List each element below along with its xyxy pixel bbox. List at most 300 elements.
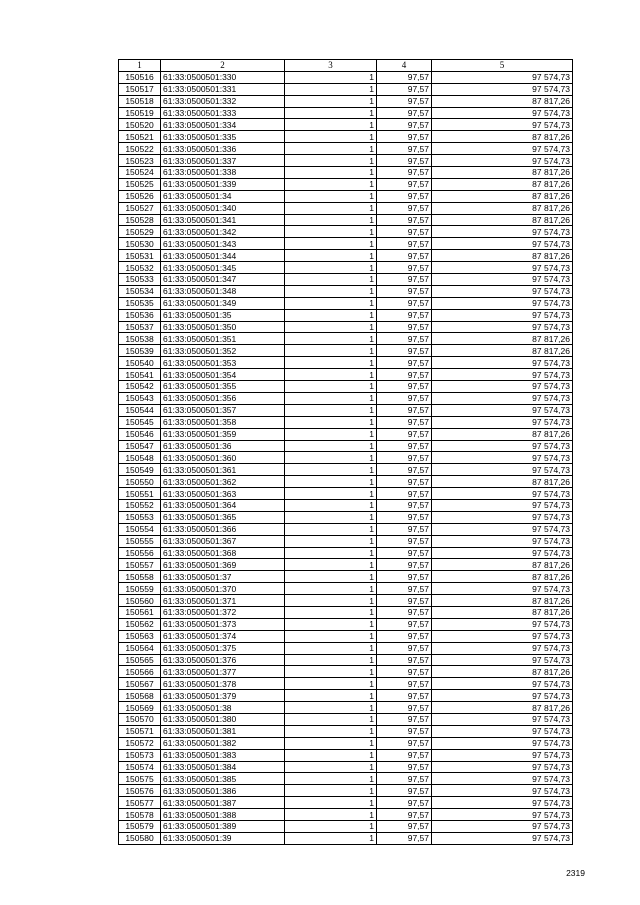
area-cell: 97,57 <box>377 404 432 416</box>
table-row <box>119 285 573 297</box>
cadastral-number-cell: 61:33:0500501:373 <box>161 618 285 630</box>
value-cell: 97 574,73 <box>432 797 573 809</box>
area-cell: 97,57 <box>377 583 432 595</box>
table-row <box>119 321 573 333</box>
area-cell: 97,57 <box>377 202 432 214</box>
quantity-cell: 1 <box>285 452 377 464</box>
area-cell: 97,57 <box>377 83 432 95</box>
area-cell: 97,57 <box>377 476 432 488</box>
cadastral-number-cell: 61:33:0500501:347 <box>161 274 285 286</box>
page-number: 2319 <box>566 868 585 878</box>
quantity-cell: 1 <box>285 190 377 202</box>
cadastral-number-cell: 61:33:0500501:382 <box>161 737 285 749</box>
quantity-cell: 1 <box>285 678 377 690</box>
cadastral-number-cell: 61:33:0500501:350 <box>161 321 285 333</box>
value-cell: 87 817,26 <box>432 606 573 618</box>
cadastral-number-cell: 61:33:0500501:387 <box>161 797 285 809</box>
column-header-3: 3 <box>285 60 377 72</box>
row-number-cell: 150556 <box>119 547 161 559</box>
row-number-cell: 150558 <box>119 571 161 583</box>
quantity-cell: 1 <box>285 309 377 321</box>
quantity-cell: 1 <box>285 595 377 607</box>
table-row <box>119 476 573 488</box>
table-row <box>119 499 573 511</box>
table-row <box>119 583 573 595</box>
value-cell: 97 574,73 <box>432 654 573 666</box>
row-number-cell: 150546 <box>119 428 161 440</box>
row-number-cell: 150574 <box>119 761 161 773</box>
value-cell: 97 574,73 <box>432 369 573 381</box>
cadastral-number-cell: 61:33:0500501:330 <box>161 71 285 83</box>
area-cell: 97,57 <box>377 737 432 749</box>
table-row <box>119 535 573 547</box>
quantity-cell: 1 <box>285 178 377 190</box>
cadastral-number-cell: 61:33:0500501:349 <box>161 297 285 309</box>
value-cell: 97 574,73 <box>432 761 573 773</box>
cadastral-number-cell: 61:33:0500501:348 <box>161 285 285 297</box>
row-number-cell: 150521 <box>119 131 161 143</box>
quantity-cell: 1 <box>285 821 377 833</box>
cadastral-number-cell: 61:33:0500501:376 <box>161 654 285 666</box>
row-number-cell: 150547 <box>119 440 161 452</box>
quantity-cell: 1 <box>285 618 377 630</box>
row-number-cell: 150570 <box>119 713 161 725</box>
quantity-cell: 1 <box>285 832 377 844</box>
row-number-cell: 150575 <box>119 773 161 785</box>
quantity-cell: 1 <box>285 214 377 226</box>
cadastral-number-cell: 61:33:0500501:331 <box>161 83 285 95</box>
row-number-cell: 150543 <box>119 392 161 404</box>
area-cell: 97,57 <box>377 464 432 476</box>
table-row <box>119 821 573 833</box>
row-number-cell: 150563 <box>119 630 161 642</box>
quantity-cell: 1 <box>285 523 377 535</box>
table-row <box>119 381 573 393</box>
row-number-cell: 150540 <box>119 357 161 369</box>
row-number-cell: 150531 <box>119 250 161 262</box>
table-row <box>119 832 573 844</box>
value-cell: 97 574,73 <box>432 357 573 369</box>
row-number-cell: 150526 <box>119 190 161 202</box>
row-number-cell: 150529 <box>119 226 161 238</box>
area-cell: 97,57 <box>377 642 432 654</box>
value-cell: 97 574,73 <box>432 392 573 404</box>
row-number-cell: 150517 <box>119 83 161 95</box>
quantity-cell: 1 <box>285 535 377 547</box>
quantity-cell: 1 <box>285 71 377 83</box>
table-row <box>119 333 573 345</box>
row-number-cell: 150539 <box>119 345 161 357</box>
quantity-cell: 1 <box>285 95 377 107</box>
quantity-cell: 1 <box>285 785 377 797</box>
table-row <box>119 131 573 143</box>
area-cell: 97,57 <box>377 369 432 381</box>
cadastral-number-cell: 61:33:0500501:384 <box>161 761 285 773</box>
row-number-cell: 150573 <box>119 749 161 761</box>
quantity-cell: 1 <box>285 226 377 238</box>
table-row <box>119 107 573 119</box>
table-row <box>119 250 573 262</box>
row-number-cell: 150537 <box>119 321 161 333</box>
quantity-cell: 1 <box>285 440 377 452</box>
quantity-cell: 1 <box>285 725 377 737</box>
quantity-cell: 1 <box>285 119 377 131</box>
area-cell: 97,57 <box>377 821 432 833</box>
cadastral-number-cell: 61:33:0500501:365 <box>161 511 285 523</box>
table-row <box>119 511 573 523</box>
value-cell: 97 574,73 <box>432 713 573 725</box>
value-cell: 97 574,73 <box>432 832 573 844</box>
value-cell: 97 574,73 <box>432 297 573 309</box>
row-number-cell: 150564 <box>119 642 161 654</box>
quantity-cell: 1 <box>285 713 377 725</box>
row-number-cell: 150548 <box>119 452 161 464</box>
cadastral-number-cell: 61:33:0500501:379 <box>161 690 285 702</box>
table-row <box>119 143 573 155</box>
cadastral-number-cell: 61:33:0500501:343 <box>161 238 285 250</box>
value-cell: 97 574,73 <box>432 773 573 785</box>
table-row <box>119 678 573 690</box>
column-header-1: 1 <box>119 60 161 72</box>
row-number-cell: 150534 <box>119 285 161 297</box>
table-row <box>119 749 573 761</box>
table-row <box>119 547 573 559</box>
quantity-cell: 1 <box>285 404 377 416</box>
row-number-cell: 150519 <box>119 107 161 119</box>
area-cell: 97,57 <box>377 797 432 809</box>
value-cell: 87 817,26 <box>432 428 573 440</box>
table-row <box>119 559 573 571</box>
table-row <box>119 274 573 286</box>
value-cell: 97 574,73 <box>432 499 573 511</box>
row-number-cell: 150555 <box>119 535 161 547</box>
value-cell: 87 817,26 <box>432 345 573 357</box>
row-number-cell: 150572 <box>119 737 161 749</box>
cadastral-number-cell: 61:33:0500501:351 <box>161 333 285 345</box>
row-number-cell: 150560 <box>119 595 161 607</box>
table-row <box>119 167 573 179</box>
value-cell: 97 574,73 <box>432 285 573 297</box>
row-number-cell: 150580 <box>119 832 161 844</box>
row-number-cell: 150567 <box>119 678 161 690</box>
row-number-cell: 150552 <box>119 499 161 511</box>
table-row <box>119 202 573 214</box>
table-row <box>119 595 573 607</box>
table-row <box>119 178 573 190</box>
area-cell: 97,57 <box>377 190 432 202</box>
table-row <box>119 155 573 167</box>
area-cell: 97,57 <box>377 666 432 678</box>
quantity-cell: 1 <box>285 274 377 286</box>
value-cell: 87 817,26 <box>432 178 573 190</box>
quantity-cell: 1 <box>285 357 377 369</box>
cadastral-number-cell: 61:33:0500501:333 <box>161 107 285 119</box>
value-cell: 97 574,73 <box>432 404 573 416</box>
table-row <box>119 440 573 452</box>
area-cell: 97,57 <box>377 725 432 737</box>
table-row <box>119 785 573 797</box>
column-header-2: 2 <box>161 60 285 72</box>
quantity-cell: 1 <box>285 583 377 595</box>
cadastral-number-cell: 61:33:0500501:366 <box>161 523 285 535</box>
table-row <box>119 238 573 250</box>
row-number-cell: 150544 <box>119 404 161 416</box>
table-row <box>119 773 573 785</box>
area-cell: 97,57 <box>377 178 432 190</box>
quantity-cell: 1 <box>285 250 377 262</box>
area-cell: 97,57 <box>377 381 432 393</box>
area-cell: 97,57 <box>377 321 432 333</box>
value-cell: 97 574,73 <box>432 642 573 654</box>
cadastral-number-cell: 61:33:0500501:337 <box>161 155 285 167</box>
area-cell: 97,57 <box>377 392 432 404</box>
table-row <box>119 416 573 428</box>
value-cell: 97 574,73 <box>432 416 573 428</box>
row-number-cell: 150533 <box>119 274 161 286</box>
cadastral-number-cell: 61:33:0500501:370 <box>161 583 285 595</box>
row-number-cell: 150530 <box>119 238 161 250</box>
row-number-cell: 150566 <box>119 666 161 678</box>
area-cell: 97,57 <box>377 95 432 107</box>
area-cell: 97,57 <box>377 226 432 238</box>
quantity-cell: 1 <box>285 559 377 571</box>
cadastral-number-cell: 61:33:0500501:361 <box>161 464 285 476</box>
cadastral-number-cell: 61:33:0500501:386 <box>161 785 285 797</box>
quantity-cell: 1 <box>285 333 377 345</box>
table-row <box>119 523 573 535</box>
value-cell: 97 574,73 <box>432 749 573 761</box>
quantity-cell: 1 <box>285 702 377 714</box>
row-number-cell: 150578 <box>119 809 161 821</box>
value-cell: 97 574,73 <box>432 309 573 321</box>
quantity-cell: 1 <box>285 571 377 583</box>
table-row <box>119 392 573 404</box>
value-cell: 97 574,73 <box>432 725 573 737</box>
value-cell: 97 574,73 <box>432 464 573 476</box>
area-cell: 97,57 <box>377 618 432 630</box>
table-row <box>119 119 573 131</box>
value-cell: 87 817,26 <box>432 95 573 107</box>
area-cell: 97,57 <box>377 702 432 714</box>
row-number-cell: 150542 <box>119 381 161 393</box>
cadastral-number-cell: 61:33:0500501:359 <box>161 428 285 440</box>
cadastral-number-cell: 61:33:0500501:34 <box>161 190 285 202</box>
area-cell: 97,57 <box>377 559 432 571</box>
cadastral-number-cell: 61:33:0500501:336 <box>161 143 285 155</box>
table-row <box>119 618 573 630</box>
cadastral-number-cell: 61:33:0500501:353 <box>161 357 285 369</box>
quantity-cell: 1 <box>285 642 377 654</box>
area-cell: 97,57 <box>377 440 432 452</box>
value-cell: 87 817,26 <box>432 571 573 583</box>
area-cell: 97,57 <box>377 214 432 226</box>
row-number-cell: 150557 <box>119 559 161 571</box>
value-cell: 97 574,73 <box>432 119 573 131</box>
quantity-cell: 1 <box>285 666 377 678</box>
value-cell: 97 574,73 <box>432 321 573 333</box>
quantity-cell: 1 <box>285 416 377 428</box>
area-cell: 97,57 <box>377 309 432 321</box>
value-cell: 87 817,26 <box>432 131 573 143</box>
area-cell: 97,57 <box>377 713 432 725</box>
value-cell: 97 574,73 <box>432 535 573 547</box>
quantity-cell: 1 <box>285 392 377 404</box>
table-row <box>119 369 573 381</box>
area-cell: 97,57 <box>377 678 432 690</box>
cadastral-number-cell: 61:33:0500501:380 <box>161 713 285 725</box>
column-header-5: 5 <box>432 60 573 72</box>
area-cell: 97,57 <box>377 488 432 500</box>
quantity-cell: 1 <box>285 511 377 523</box>
cadastral-number-cell: 61:33:0500501:389 <box>161 821 285 833</box>
quantity-cell: 1 <box>285 428 377 440</box>
table-row <box>119 690 573 702</box>
cadastral-number-cell: 61:33:0500501:339 <box>161 178 285 190</box>
table-body <box>119 71 573 844</box>
cadastral-number-cell: 61:33:0500501:362 <box>161 476 285 488</box>
row-number-cell: 150551 <box>119 488 161 500</box>
cadastral-number-cell: 61:33:0500501:355 <box>161 381 285 393</box>
area-cell: 97,57 <box>377 428 432 440</box>
area-cell: 97,57 <box>377 606 432 618</box>
value-cell: 97 574,73 <box>432 678 573 690</box>
value-cell: 87 817,26 <box>432 202 573 214</box>
area-cell: 97,57 <box>377 690 432 702</box>
value-cell: 97 574,73 <box>432 262 573 274</box>
cadastral-number-cell: 61:33:0500501:360 <box>161 452 285 464</box>
area-cell: 97,57 <box>377 143 432 155</box>
row-number-cell: 150565 <box>119 654 161 666</box>
area-cell: 97,57 <box>377 809 432 821</box>
area-cell: 97,57 <box>377 238 432 250</box>
value-cell: 97 574,73 <box>432 821 573 833</box>
area-cell: 97,57 <box>377 119 432 131</box>
table-row <box>119 737 573 749</box>
row-number-cell: 150535 <box>119 297 161 309</box>
row-number-cell: 150569 <box>119 702 161 714</box>
cadastral-number-cell: 61:33:0500501:345 <box>161 262 285 274</box>
area-cell: 97,57 <box>377 547 432 559</box>
row-number-cell: 150541 <box>119 369 161 381</box>
table-row <box>119 214 573 226</box>
value-cell: 97 574,73 <box>432 143 573 155</box>
header-row <box>119 60 573 72</box>
quantity-cell: 1 <box>285 143 377 155</box>
table-row <box>119 666 573 678</box>
cadastral-number-cell: 61:33:0500501:367 <box>161 535 285 547</box>
table-row <box>119 761 573 773</box>
row-number-cell: 150554 <box>119 523 161 535</box>
table-row <box>119 357 573 369</box>
quantity-cell: 1 <box>285 285 377 297</box>
row-number-cell: 150549 <box>119 464 161 476</box>
quantity-cell: 1 <box>285 83 377 95</box>
row-number-cell: 150528 <box>119 214 161 226</box>
table-row <box>119 809 573 821</box>
area-cell: 97,57 <box>377 630 432 642</box>
quantity-cell: 1 <box>285 809 377 821</box>
table-row <box>119 452 573 464</box>
area-cell: 97,57 <box>377 571 432 583</box>
area-cell: 97,57 <box>377 654 432 666</box>
cadastral-number-cell: 61:33:0500501:334 <box>161 119 285 131</box>
area-cell: 97,57 <box>377 357 432 369</box>
cadastral-number-cell: 61:33:0500501:369 <box>161 559 285 571</box>
area-cell: 97,57 <box>377 274 432 286</box>
quantity-cell: 1 <box>285 761 377 773</box>
value-cell: 87 817,26 <box>432 476 573 488</box>
row-number-cell: 150532 <box>119 262 161 274</box>
cadastral-number-cell: 61:33:0500501:332 <box>161 95 285 107</box>
area-cell: 97,57 <box>377 333 432 345</box>
value-cell: 97 574,73 <box>432 511 573 523</box>
row-number-cell: 150522 <box>119 143 161 155</box>
cadastral-data-table <box>118 59 573 845</box>
quantity-cell: 1 <box>285 297 377 309</box>
cadastral-number-cell: 61:33:0500501:342 <box>161 226 285 238</box>
cadastral-number-cell: 61:33:0500501:374 <box>161 630 285 642</box>
area-cell: 97,57 <box>377 107 432 119</box>
area-cell: 97,57 <box>377 345 432 357</box>
area-cell: 97,57 <box>377 761 432 773</box>
value-cell: 87 817,26 <box>432 702 573 714</box>
quantity-cell: 1 <box>285 381 377 393</box>
table-row <box>119 226 573 238</box>
quantity-cell: 1 <box>285 547 377 559</box>
area-cell: 97,57 <box>377 523 432 535</box>
area-cell: 97,57 <box>377 595 432 607</box>
table-row <box>119 797 573 809</box>
cadastral-number-cell: 61:33:0500501:363 <box>161 488 285 500</box>
quantity-cell: 1 <box>285 797 377 809</box>
value-cell: 87 817,26 <box>432 190 573 202</box>
area-cell: 97,57 <box>377 155 432 167</box>
quantity-cell: 1 <box>285 167 377 179</box>
area-cell: 97,57 <box>377 535 432 547</box>
quantity-cell: 1 <box>285 345 377 357</box>
quantity-cell: 1 <box>285 499 377 511</box>
cadastral-number-cell: 61:33:0500501:388 <box>161 809 285 821</box>
area-cell: 97,57 <box>377 832 432 844</box>
cadastral-number-cell: 61:33:0500501:354 <box>161 369 285 381</box>
quantity-cell: 1 <box>285 606 377 618</box>
row-number-cell: 150577 <box>119 797 161 809</box>
row-number-cell: 150518 <box>119 95 161 107</box>
row-number-cell: 150516 <box>119 71 161 83</box>
row-number-cell: 150579 <box>119 821 161 833</box>
value-cell: 87 817,26 <box>432 214 573 226</box>
area-cell: 97,57 <box>377 499 432 511</box>
area-cell: 97,57 <box>377 785 432 797</box>
value-cell: 97 574,73 <box>432 809 573 821</box>
cadastral-number-cell: 61:33:0500501:378 <box>161 678 285 690</box>
area-cell: 97,57 <box>377 749 432 761</box>
cadastral-number-cell: 61:33:0500501:340 <box>161 202 285 214</box>
quantity-cell: 1 <box>285 369 377 381</box>
area-cell: 97,57 <box>377 297 432 309</box>
table-row <box>119 713 573 725</box>
table-row <box>119 404 573 416</box>
row-number-cell: 150562 <box>119 618 161 630</box>
cadastral-number-cell: 61:33:0500501:364 <box>161 499 285 511</box>
quantity-cell: 1 <box>285 690 377 702</box>
row-number-cell: 150520 <box>119 119 161 131</box>
value-cell: 97 574,73 <box>432 83 573 95</box>
row-number-cell: 150568 <box>119 690 161 702</box>
value-cell: 97 574,73 <box>432 381 573 393</box>
value-cell: 87 817,26 <box>432 250 573 262</box>
row-number-cell: 150536 <box>119 309 161 321</box>
